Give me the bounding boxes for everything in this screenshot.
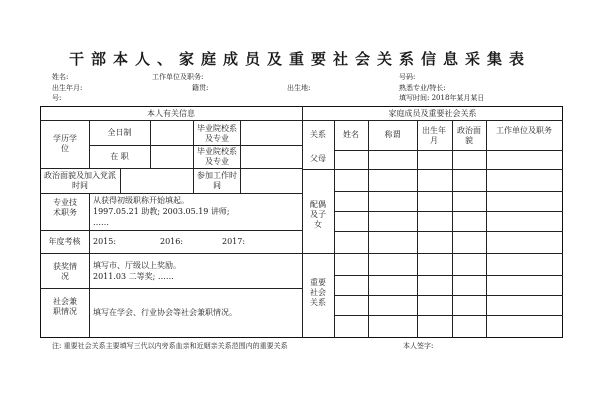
meta-expertise: 熟悉专业/特长: <box>399 84 446 92</box>
awards-label: 获奖情况 <box>53 262 77 281</box>
col-relation: 关系 <box>310 130 326 139</box>
important-social-label: 重要社会关系 <box>310 278 326 307</box>
meta-native-place: 籍贯: <box>192 84 209 92</box>
year-2015: 2015: <box>93 237 117 246</box>
form-title: 干部本人、家庭成员及重要社会关系信息采集表 <box>68 50 531 68</box>
parents-label: 父母 <box>310 154 326 163</box>
col-birth-date: 出生年月 <box>422 126 446 145</box>
inservice-label: 在 职 <box>110 152 129 161</box>
work-start-label: 参加工作时间 <box>197 171 237 190</box>
meta-name: 姓名: <box>52 73 69 81</box>
graduate-school-major-label-2: 毕业院校系及专业 <box>197 147 237 166</box>
col-political-status: 政治面貌 <box>457 126 481 145</box>
fulltime-label: 全日制 <box>107 128 132 137</box>
personal-info-header: 本人有关信息 <box>147 109 195 118</box>
tech-title-label: 专业技术职务 <box>53 198 77 217</box>
signature-label: 本人签字: <box>403 342 434 350</box>
annual-review-label: 年度考核 <box>48 237 81 246</box>
footer-note: 注: 重要社会关系主要填写三代以内旁系血亲和近姻亲关系范围内的重要关系 <box>52 342 288 350</box>
col-title: 称谓 <box>384 130 401 139</box>
meta-number2: 号: <box>52 94 62 102</box>
awards-value: 填写市、厅级以上奖励。 <box>93 261 181 270</box>
col-name: 姓名 <box>343 130 359 139</box>
meta-number: 号码: <box>399 73 416 81</box>
meta-fill-date: 填写时间: 2018年某月某日 <box>399 94 485 102</box>
awards-value-2: 2011.03 二等奖; …… <box>93 272 174 281</box>
tech-title-value-3: …… <box>93 218 109 227</box>
graduate-school-major-label-1: 毕业院校系及专业 <box>197 124 237 143</box>
col-work-unit: 工作单位及职务 <box>496 126 552 135</box>
spouse-children-label: 配偶及子女 <box>310 200 326 229</box>
tech-title-value: 从获得初级职称开始填起。 <box>93 196 189 205</box>
education-label: 学历学位 <box>53 134 77 153</box>
family-relations-header: 家庭成员及重要社会关系 <box>388 109 477 118</box>
year-2016: 2016: <box>160 237 184 246</box>
meta-work-unit: 工作单位及职务: <box>152 73 204 81</box>
year-2017: 2017: <box>222 237 246 246</box>
meta-birthplace: 出生地: <box>287 84 311 92</box>
social-roles-value: 填写在学会、行业协会等社会兼职情况。 <box>93 308 237 317</box>
social-roles-label: 社会兼职情况 <box>53 297 77 316</box>
tech-title-value-2: 1997.05.21 助教; 2003.05.19 讲师; <box>93 207 230 216</box>
meta-birth-date: 出生年月: <box>52 84 83 92</box>
political-status-label: 政治面貌及加入党派时间 <box>44 171 116 190</box>
